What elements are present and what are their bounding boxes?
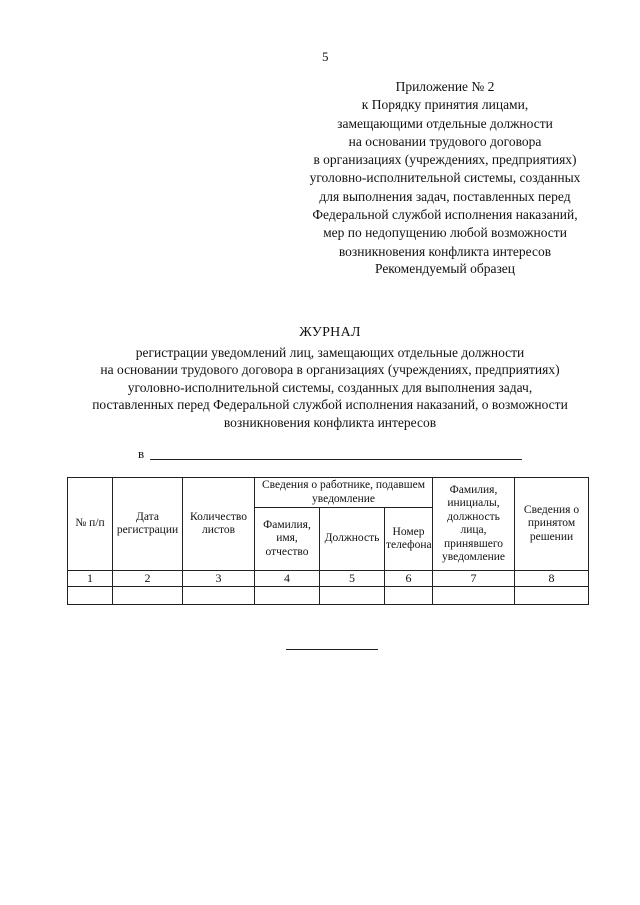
header-acceptor: Фамилия, инициалы, должность лица, принявшего уведомление (433, 478, 515, 571)
empty-cell (385, 587, 433, 605)
subtitle-line: уголовно-исполнительной системы, созданных для выполнения задач, (127, 379, 533, 395)
empty-cell (183, 587, 255, 605)
appendix-line: замещающими отдельные должности (337, 115, 553, 131)
appendix-line: для выполнения задач, поставленных перед (319, 188, 571, 204)
header-position: Должность (320, 508, 385, 571)
column-number: 4 (255, 571, 320, 587)
appendix-line: к Порядку принятия лицами, (361, 97, 529, 113)
column-number: 1 (68, 571, 113, 587)
empty-cell (433, 587, 515, 605)
appendix-line: Федеральной службой исполнения наказаний, (312, 207, 578, 223)
empty-cell (255, 587, 320, 605)
empty-cell (68, 587, 113, 605)
appendix-line: возникновения конфликта интересов (338, 243, 552, 259)
empty-cell (320, 587, 385, 605)
appendix-line: на основании трудового договора (348, 133, 542, 149)
column-number: 2 (113, 571, 183, 587)
appendix-line: уголовно-исполнительной системы, созданных (309, 170, 581, 186)
column-number: 8 (515, 571, 589, 587)
column-numbers-row (68, 571, 589, 587)
journal-subtitle (60, 344, 600, 431)
empty-cell (515, 587, 589, 605)
header-num: № п/п (68, 478, 113, 571)
organization-blank-line (150, 459, 522, 460)
end-of-document-line (286, 649, 378, 650)
header-date: Дата регистрации (113, 478, 183, 571)
column-number: 3 (183, 571, 255, 587)
subtitle-line: регистрации уведомлений лиц, замещающих отдельные должности (135, 345, 525, 360)
column-number: 6 (385, 571, 433, 587)
column-number: 5 (320, 571, 385, 587)
page-number: 5 (322, 49, 329, 64)
column-number: 7 (433, 571, 515, 587)
organization-prefix: в (138, 446, 145, 461)
journal-table (67, 477, 589, 605)
empty-cell (113, 587, 183, 605)
recommended-sample-label: Рекомендуемый образец (374, 261, 515, 276)
subtitle-line: возникновения конфликта интересов (223, 414, 437, 430)
header-sheets: Количество листов (183, 478, 255, 571)
header-employee-name: Фамилия, имя, отчество (255, 508, 320, 571)
appendix-line: в организациях (учреждениях, предприятиях) (313, 152, 577, 168)
empty-table-row (68, 587, 589, 605)
header-phone: Номер телефона (385, 508, 433, 571)
appendix-header (290, 78, 600, 261)
subtitle-line: поставленных перед Федеральной службой исполнения наказаний, о возможности (92, 397, 568, 413)
journal-title: ЖУРНАЛ (299, 325, 361, 340)
header-employee-group: Сведения о работнике, подавшем уведомление (255, 478, 433, 508)
subtitle-line: на основании трудового договора в организациях (учреждениях, предприятиях) (100, 362, 560, 378)
appendix-line: Приложение № 2 (395, 79, 495, 94)
header-decision: Сведения о принятом решении (515, 478, 589, 571)
appendix-line: мер по недопущению любой возможности (323, 225, 567, 241)
